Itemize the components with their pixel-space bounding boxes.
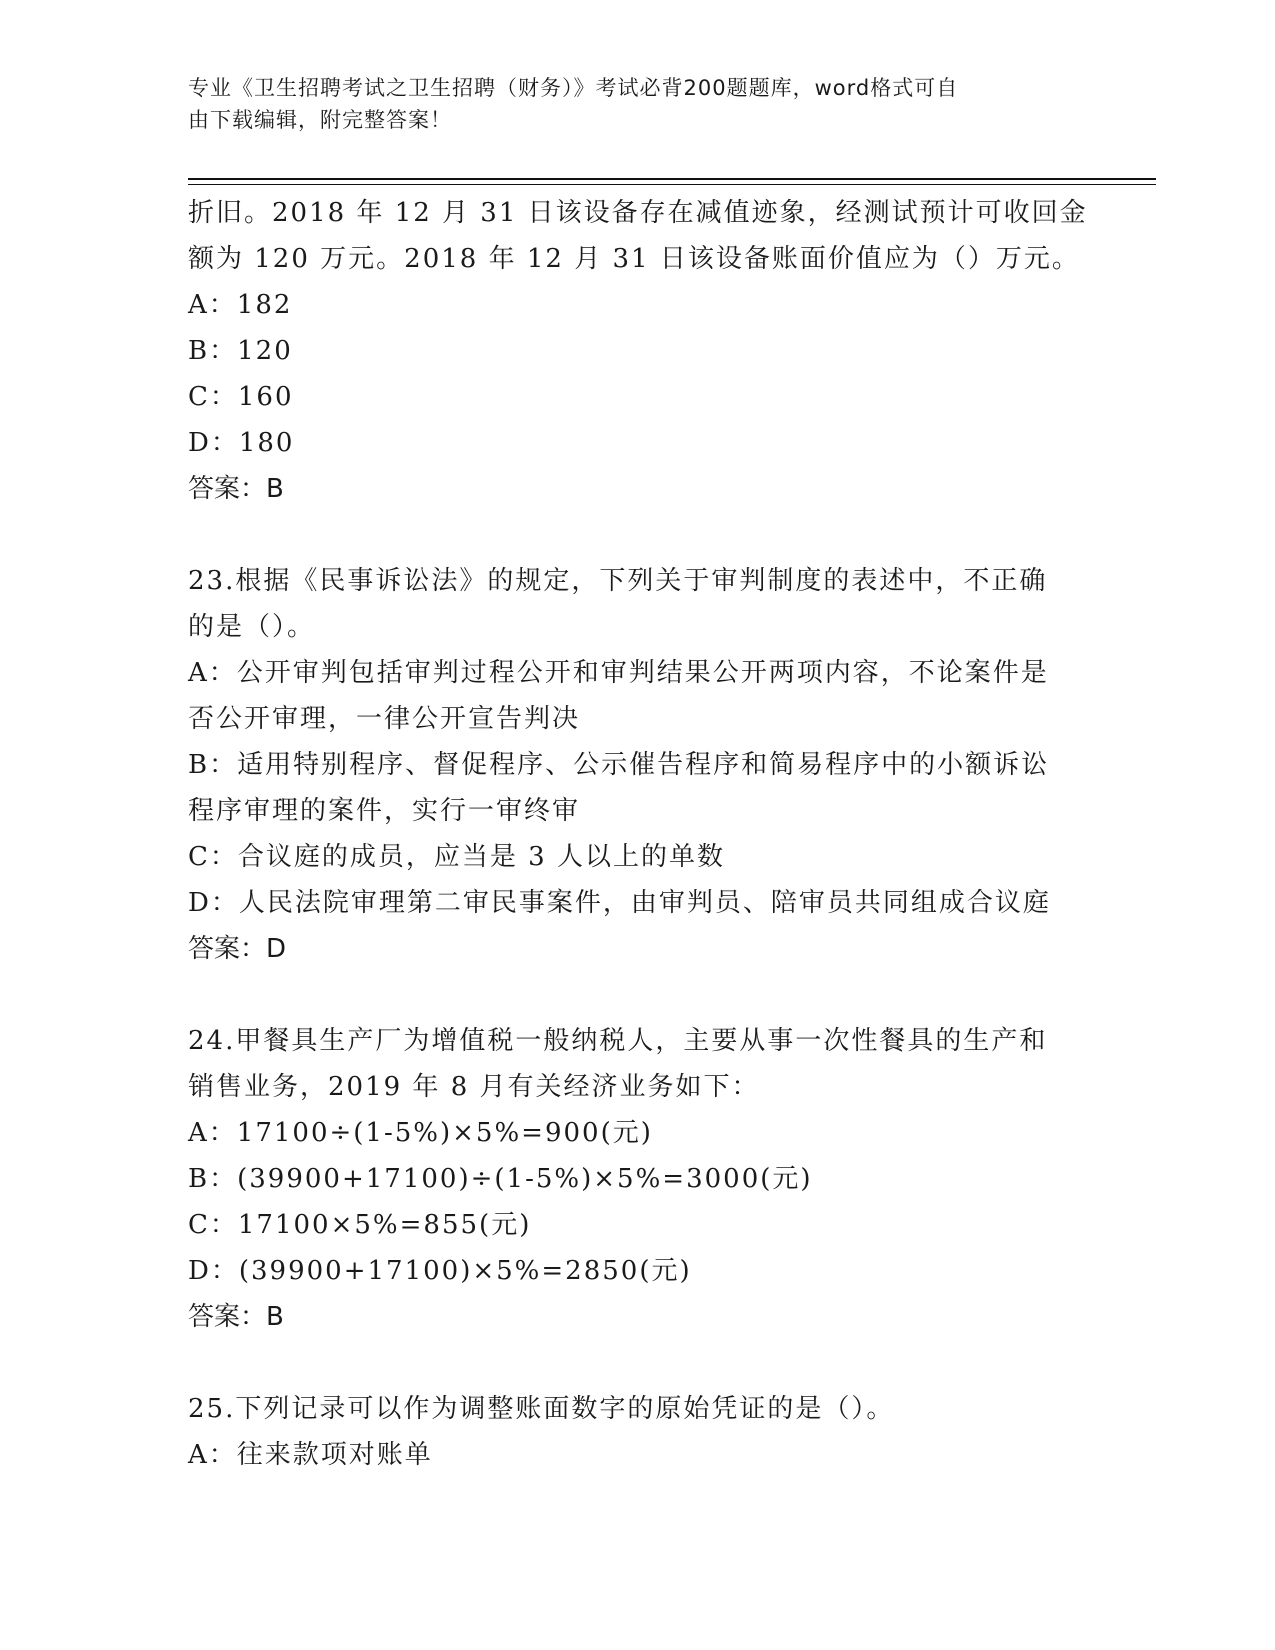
option-d: D：(39900+17100)×5%=2850(元) [188,1256,692,1286]
question-stem: 24.甲餐具生产厂为增值税一般纳税人，主要从事一次性餐具的生产和 [188,1026,1048,1056]
question-stem: 23.根据《民事诉讼法》的规定，下列关于审判制度的表述中，不正确 [188,566,1048,596]
option-a: A：182 [188,290,293,320]
option-b: B：(39900+17100)÷(1-5%)×5%=3000(元) [188,1164,813,1194]
option-c: C：17100×5%=855(元) [188,1210,532,1240]
question-stem: 的是（）。 [188,612,316,642]
header-line-1: 专业《卫生招聘考试之卫生招聘（财务）》考试必背200题题库，word格式可自 [188,76,959,100]
header-line-2: 由下载编辑，附完整答案！ [188,108,452,132]
option-a: A：17100÷(1-5%)×5%=900(元) [188,1118,653,1148]
header-rule-thin [188,184,1156,185]
header-rule-thick [188,178,1156,180]
answer: 答案：B [188,474,284,504]
option-c: C：合议庭的成员，应当是 3 人以上的单数 [188,842,725,872]
option-c: C：160 [188,382,294,412]
question-stem: 25.下列记录可以作为调整账面数字的原始凭证的是（）。 [188,1394,895,1424]
document-header [188,72,1068,136]
option-a: 否公开审理，一律公开宣告判决 [188,704,581,734]
question-23 [188,558,1088,972]
question-stem: 额为 120 万元。2018 年 12 月 31 日该设备账面价值应为（）万元。 [188,244,1080,274]
question-25 [188,1386,1088,1478]
answer: 答案：B [188,1302,284,1332]
option-a: A：公开审判包括审判过程公开和审判结果公开两项内容，不论案件是 [188,658,1049,688]
answer: 答案：D [188,934,287,964]
option-d: D：180 [188,428,295,458]
question-24 [188,1018,1088,1340]
option-b: 程序审理的案件，实行一审终审 [188,796,581,826]
question-stem: 折旧。2018 年 12 月 31 日该设备存在减值迹象，经测试预计可收回金 [188,198,1088,228]
option-b: B：120 [188,336,293,366]
option-b: B：适用特别程序、督促程序、公示催告程序和简易程序中的小额诉讼 [188,750,1050,780]
option-d: D：人民法院审理第二审民事案件，由审判员、陪审员共同组成合议庭 [188,888,1051,918]
question-list [188,190,1088,1478]
question-22 [188,190,1088,512]
question-stem: 销售业务，2019 年 8 月有关经济业务如下： [188,1072,760,1102]
option-a: A：往来款项对账单 [188,1440,433,1470]
